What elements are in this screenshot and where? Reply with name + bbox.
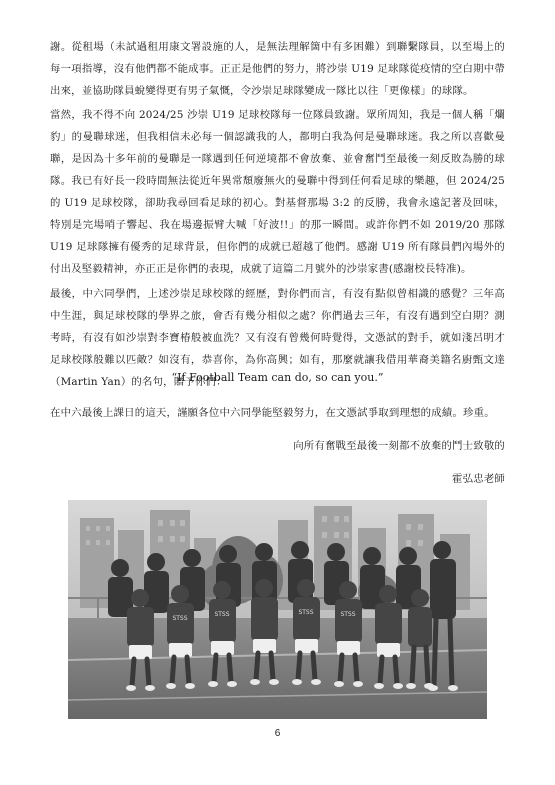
team-photo-illustration bbox=[68, 500, 487, 719]
signoff-line: 向所有奮戰至最後一刻都不放棄的鬥士致敬的 bbox=[293, 440, 505, 452]
jersey-text: STSS bbox=[172, 615, 188, 622]
paragraph-thanks-staff: 謝。從租場（未試過租用康文署設施的人，是無法理解箇中有多困難）到聯繫隊員，以至場上的每一項指導，沒有他們都不能成事。正正是他們的努力，將沙崇 U19 足球隊從疫情的空白期中帶出來，並協助隊員蛻變得更有男子氣慨，令沙崇足球隊變成一隊比以往「更像樣」的球隊。 bbox=[50, 41, 505, 97]
page-number: 6 bbox=[274, 728, 281, 739]
jersey-text: STSS bbox=[340, 611, 356, 618]
paragraph-thanks-team: 當然，我不得不向 2024/25 沙崇 U19 足球校隊每一位隊員致謝。眾所周知，我是一個人稱「爛豹」的曼聯球迷，但我相信未必每一個認識我的人，都明白我為何是曼聯球迷。我之所以喜歡曼聯，是因為十多年前的曼聯是一隊遇到任何逆境都不會放棄、並會奮鬥至最後一刻反敗為勝的球隊。我已有好長一段時間無法從近年異常頹廢無火的曼聯中得到任何看足球的樂趣，但 2024/25 的 U19 足球校隊，卻助我尋回看足球的初心。對基督那場 3:2 的反勝，我會永遠記著及回味，特別是完場哨子響起、我在場邊振臂大喊「好波!!」的那一瞬間。或許你們不如 2019/20 那隊 U19 足球隊擁有優秀的足球背景，但你們的成就已超越了他們。感謝 U19 所有隊員們內場外的付出及堅毅精神，亦正正是你們的表現，成就了這篇二月號外的沙崇家書(感謝校長特准)。 bbox=[50, 109, 505, 275]
closing-line: 在中六最後上課日的這天，謹願各位中六同學能堅毅努力，在文憑試爭取到理想的成績。珍重。 bbox=[50, 407, 495, 419]
paragraph-form-six: 最後，中六同學們，上述沙崇足球校隊的經歷，對你們而言，有沒有點似曾相識的感覺？三年高中生涯，與足球校隊的學界之旅，會否有幾分相似之處？你們過去三年，有沒有遇到空白期？測考時，有沒有如沙崇對李寶椿般被血洗？又有沒有曾幾何時覺得，文憑試的對手，就如淺呂明才足球校隊般難以匹敵？如沒有，恭喜你，為你高興；如有，那麼就讓我借用華裔美籍名廚甄文達（Martin Yan）的名句，贈予你們： bbox=[50, 288, 505, 388]
quote-line: “If Football Team can do, so can you.” bbox=[171, 371, 384, 384]
jersey-text: STSS bbox=[298, 609, 314, 616]
team-photo bbox=[68, 500, 487, 719]
teacher-name: 霍弘忠老師 bbox=[452, 473, 505, 485]
jersey-text: STSS bbox=[214, 611, 230, 618]
